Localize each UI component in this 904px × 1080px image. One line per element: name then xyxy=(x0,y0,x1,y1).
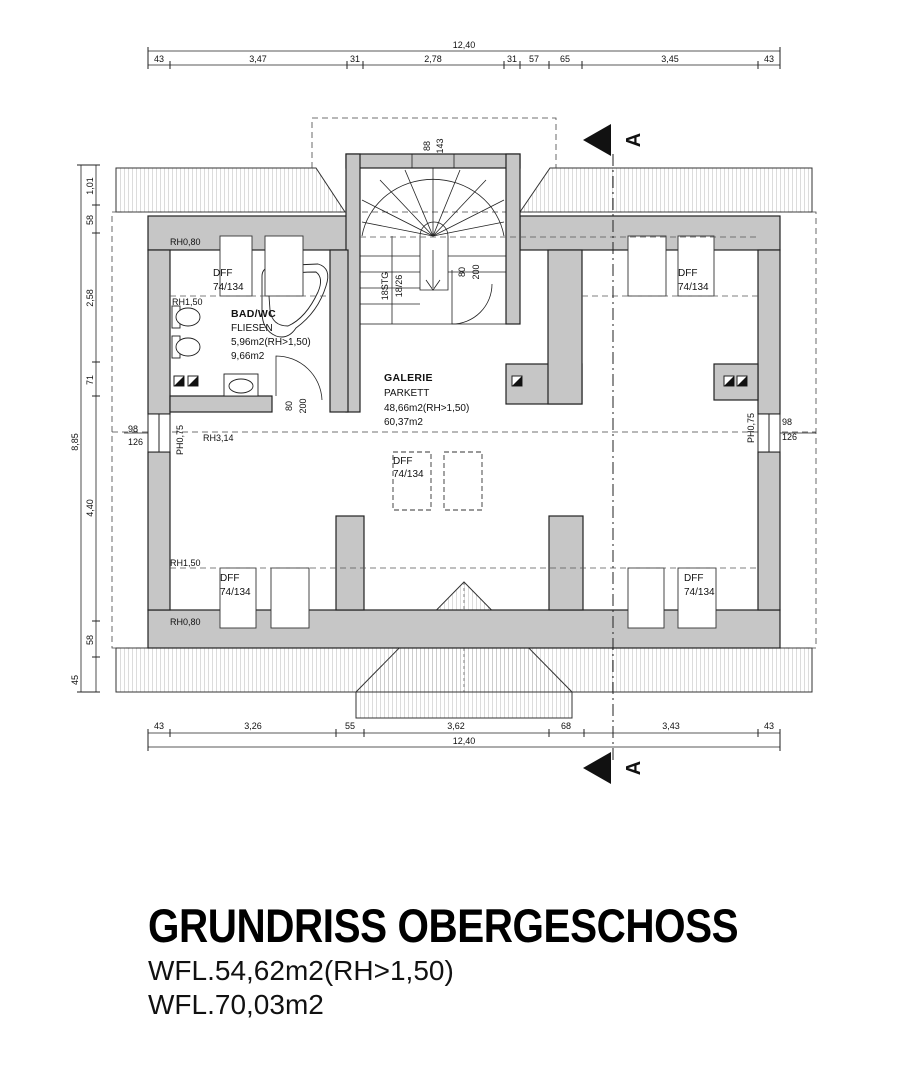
dim-stair-door-w: 80 xyxy=(457,266,467,278)
roof-top-right xyxy=(520,168,812,212)
vent-fill xyxy=(174,376,747,386)
dim-top-seg: 57 xyxy=(528,54,540,64)
dim-left-seg: 45 xyxy=(70,674,80,686)
skylight-size: 74/134 xyxy=(393,469,424,480)
room-bath-area-reduced: 5,96m2(RH>1,50) xyxy=(231,337,311,348)
roof-top-left xyxy=(116,168,345,212)
dim-bottom-seg: 3,62 xyxy=(447,721,465,731)
dim-stair-door-h: 200 xyxy=(471,264,481,280)
dim-left-seg: 58 xyxy=(85,214,95,226)
dim-left-seg: 71 xyxy=(85,374,95,386)
section-arrow-top xyxy=(583,124,611,156)
rh-label: RH0,80 xyxy=(170,617,201,627)
washbasin xyxy=(224,374,258,396)
stair-ratio: 18/26 xyxy=(394,274,404,298)
dim-top-seg: 2,78 xyxy=(424,54,442,64)
window-right xyxy=(758,414,780,452)
dim-top-seg: 3,45 xyxy=(661,54,679,64)
dim-bottom-seg: 43 xyxy=(153,721,165,731)
room-bath-floor: FLIESEN xyxy=(231,323,273,334)
skylight-type: DFF xyxy=(213,268,233,279)
section-label-top: A xyxy=(623,132,645,148)
skylight-type: DFF xyxy=(393,456,413,467)
window-dim: 98 xyxy=(128,424,139,434)
section-arrow-bottom xyxy=(583,752,611,784)
room-bath-name: BAD/WC xyxy=(231,308,276,320)
living-area-total: WFL.70,03m2 xyxy=(148,989,324,1020)
toilet xyxy=(172,306,200,328)
stair-count: 18STG xyxy=(380,271,390,301)
dim-bottom-total: 12,40 xyxy=(452,736,476,746)
dim-bath-door-w: 80 xyxy=(284,400,294,412)
living-area-reduced: WFL.54,62m2(RH>1,50) xyxy=(148,955,454,986)
room-galerie-floor: PARKETT xyxy=(384,388,430,399)
dim-top-seg: 31 xyxy=(349,54,361,64)
dim-left-seg: 2,58 xyxy=(85,289,95,307)
bath-door xyxy=(276,356,322,400)
dim-top-seg: 65 xyxy=(559,54,571,64)
dim-top-seg: 43 xyxy=(763,54,775,64)
section-label-bottom: A xyxy=(623,760,645,776)
rh-label: RH1,50 xyxy=(170,558,201,568)
dim-stair-depth: 143 xyxy=(435,138,445,154)
window-dim: 126 xyxy=(782,432,798,442)
dim-top-total: 12,40 xyxy=(452,40,476,50)
plan-title: GRUNDRISS OBERGESCHOSS xyxy=(148,899,739,952)
dim-top-seg: 31 xyxy=(506,54,518,64)
bidet xyxy=(172,336,200,358)
dim-left-seg: 4,40 xyxy=(85,499,95,517)
left-dimension-chain xyxy=(77,165,100,692)
rh-label: RH1,50 xyxy=(172,297,203,307)
dim-bottom-seg: 43 xyxy=(763,721,775,731)
skylight-type: DFF xyxy=(678,268,698,279)
dim-left-total: 8,85 xyxy=(70,433,80,451)
dim-top-seg: 3,47 xyxy=(249,54,267,64)
top-dimension-chain xyxy=(148,47,780,69)
room-galerie-area-total: 60,37m2 xyxy=(384,417,423,428)
vent-icon xyxy=(174,376,747,386)
dim-stair-width: 88 xyxy=(422,140,432,152)
skylight-type: DFF xyxy=(684,573,704,584)
dim-bottom-seg: 55 xyxy=(344,721,356,731)
dim-bath-door-h: 200 xyxy=(298,398,308,414)
rh-label: RH3,14 xyxy=(203,433,234,443)
room-galerie-area-reduced: 48,66m2(RH>1,50) xyxy=(384,403,470,414)
title-block xyxy=(148,898,888,1022)
rh-label: RH0,80 xyxy=(170,237,201,247)
window-dim: 98 xyxy=(782,417,793,427)
dim-left-seg: 1,01 xyxy=(85,177,95,195)
skylight-type: DFF xyxy=(220,573,240,584)
skylight-size: 74/134 xyxy=(684,587,715,598)
dim-bottom-seg: 3,43 xyxy=(662,721,680,731)
skylight-size: 74/134 xyxy=(220,587,251,598)
room-galerie-name: GALERIE xyxy=(384,372,433,384)
room-bath-area-total: 9,66m2 xyxy=(231,351,265,362)
skylight-size: 74/134 xyxy=(213,282,244,293)
ph-label: PH0,75 xyxy=(746,412,756,444)
window-left xyxy=(148,414,170,452)
dim-top-seg: 43 xyxy=(153,54,165,64)
window-dim: 126 xyxy=(128,437,144,447)
dim-bottom-seg: 68 xyxy=(560,721,572,731)
dim-bottom-seg: 3,26 xyxy=(244,721,262,731)
ph-label: PH0,75 xyxy=(175,424,185,456)
skylight-size: 74/134 xyxy=(678,282,709,293)
dim-left-seg: 58 xyxy=(85,634,95,646)
